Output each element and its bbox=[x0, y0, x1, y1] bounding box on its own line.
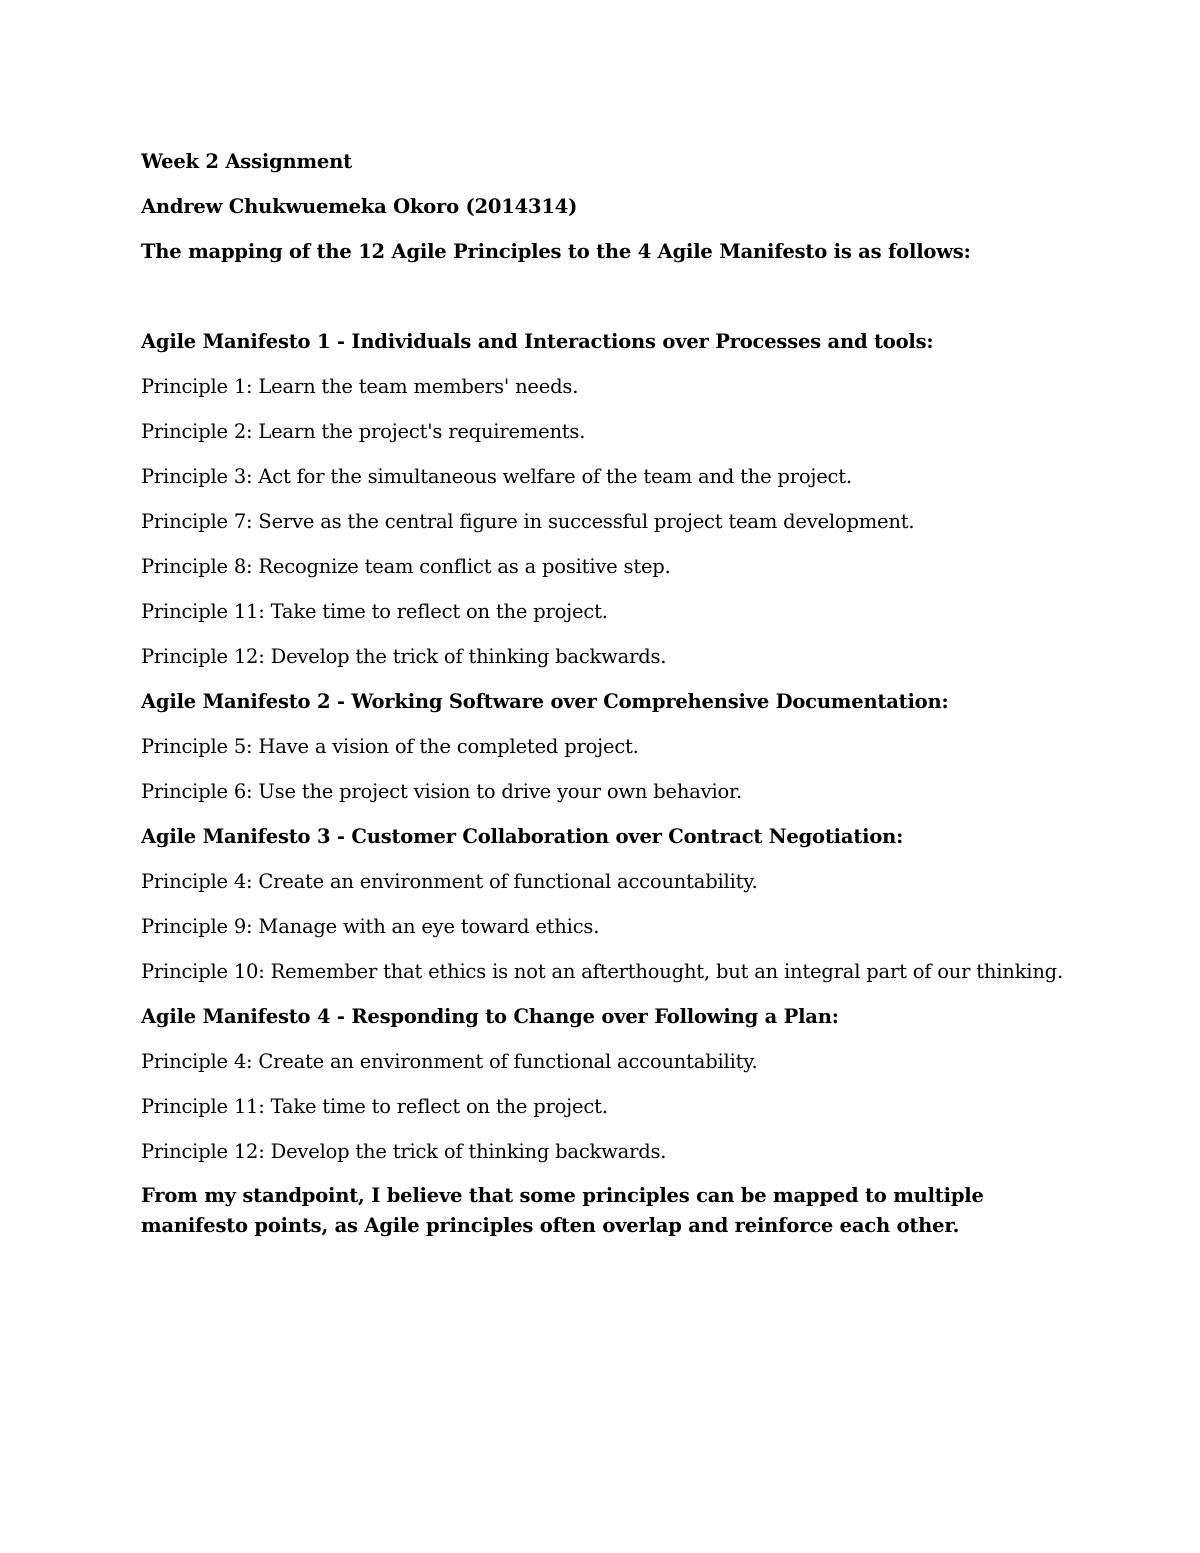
manifesto-section-4 bbox=[141, 994, 1061, 1174]
principle-item: Principle 7: Serve as the central figure in successful project team development. bbox=[141, 510, 915, 533]
principle-item: Principle 8: Recognize team conflict as a positive step. bbox=[141, 555, 671, 578]
section-heading: Agile Manifesto 4 - Responding to Change over Following a Plan: bbox=[141, 1005, 839, 1028]
section-heading: Agile Manifesto 3 - Customer Collaboration over Contract Negotiation: bbox=[141, 825, 904, 848]
principle-item: Principle 6: Use the project vision to drive your own behavior. bbox=[141, 780, 742, 803]
section-heading: Agile Manifesto 2 - Working Software over Comprehensive Documentation: bbox=[141, 690, 949, 713]
principle-item: Principle 10: Remember that ethics is not an afterthought, but an integral part of our thinking. bbox=[141, 960, 1063, 983]
principle-item: Principle 5: Have a vision of the completed project. bbox=[141, 735, 639, 758]
principle-item: Principle 11: Take time to reflect on the project. bbox=[141, 600, 608, 623]
manifesto-section-3 bbox=[141, 814, 1061, 994]
principle-item: Principle 4: Create an environment of functional accountability. bbox=[141, 870, 758, 893]
principle-item: Principle 3: Act for the simultaneous welfare of the team and the project. bbox=[141, 465, 852, 488]
document-title: Week 2 Assignment bbox=[141, 150, 352, 173]
principle-item: Principle 2: Learn the project's requirements. bbox=[141, 420, 586, 443]
manifesto-section-1 bbox=[141, 319, 1061, 679]
principle-item: Principle 9: Manage with an eye toward ethics. bbox=[141, 915, 600, 938]
blank-line bbox=[141, 274, 1061, 319]
manifesto-section-2 bbox=[141, 679, 1061, 814]
principle-item: Principle 4: Create an environment of functional accountability. bbox=[141, 1050, 758, 1073]
intro-line: The mapping of the 12 Agile Principles to the 4 Agile Manifesto is as follows: bbox=[141, 240, 971, 263]
section-heading: Agile Manifesto 1 - Individuals and Interactions over Processes and tools: bbox=[141, 330, 934, 353]
principle-item: Principle 12: Develop the trick of thinking backwards. bbox=[141, 1140, 667, 1163]
document-body bbox=[141, 139, 1061, 1241]
principle-item: Principle 11: Take time to reflect on the project. bbox=[141, 1095, 608, 1118]
principle-item: Principle 1: Learn the team members' needs. bbox=[141, 375, 579, 398]
closing-paragraph: From my standpoint, I believe that some principles can be mapped to multiple manifesto points, as Agile principles often overlap and reinforce each other. bbox=[141, 1184, 984, 1237]
principle-item: Principle 12: Develop the trick of thinking backwards. bbox=[141, 645, 667, 668]
author-line: Andrew Chukwuemeka Okoro (2014314) bbox=[141, 195, 578, 218]
